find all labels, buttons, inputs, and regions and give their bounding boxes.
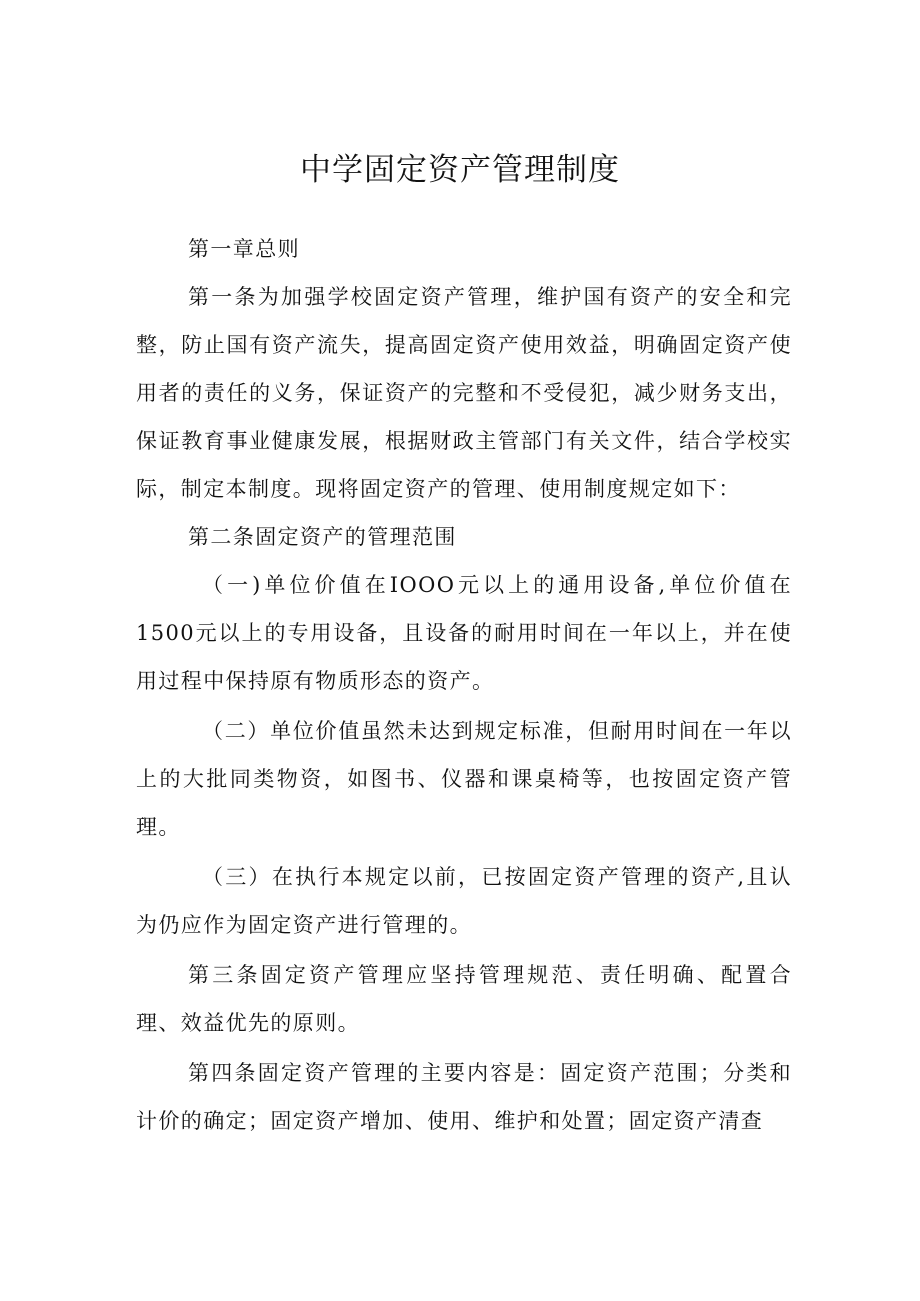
article-2-item-3: （三）在执行本规定以前，已按固定资产管理的资产,且认为仍应作为固定资产进行管理的。 — [136, 865, 792, 937]
document-title: 中学固定资产管理制度 — [300, 152, 620, 188]
article-2-heading: 第二条固定资产的管理范围 — [188, 525, 457, 549]
document-body — [136, 225, 792, 1145]
article-1-paragraph: 第一条为加强学校固定资产管理，维护国有资产的安全和完整，防止国有资产流失，提高固定资产使用效益，明确固定资产使用者的责任的义务，保证资产的完整和不受侵犯，减少财务支出，保证教育事业健康发展，根据财政主管部门有关文件，结合学校实际，制定本制度。现将固定资产的管理、使用制度规定如下： — [136, 285, 792, 501]
chapter-heading: 第一章总则 — [188, 237, 300, 261]
article-2-item-2: （二）单位价值虽然未达到规定标准，但耐用时间在一年以上的大批同类物资，如图书、仪器和课桌椅等，也按固定资产管理。 — [136, 719, 792, 839]
article-4-paragraph: 第四条固定资产管理的主要内容是：固定资产范围；分类和计价的确定；固定资产增加、使用、维护和处置；固定资产清查 — [136, 1061, 792, 1133]
article-2-item-1: （一)单位价值在IOOO元以上的通用设备,单位价值在1500元以上的专用设备，且设备的耐用时间在一年以上，并在使用过程中保持原有物质形态的资产。 — [136, 573, 792, 693]
article-3-paragraph: 第三条固定资产管理应坚持管理规范、责任明确、配置合理、效益优先的原则。 — [136, 963, 792, 1035]
